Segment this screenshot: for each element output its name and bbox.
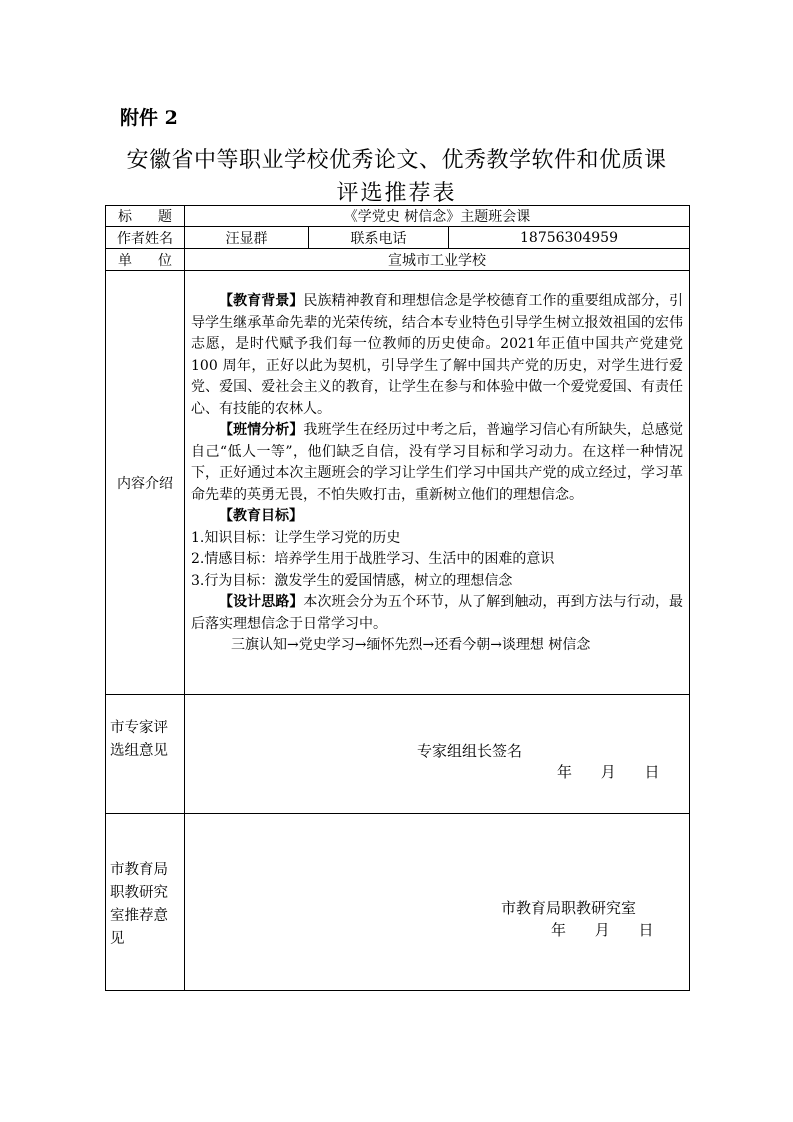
goal-item: 3.行为目标：激发学生的爱国情感，树立的理想信念 [191,572,513,589]
title-label: 标 题 [106,206,185,227]
activity-flow: 三旗认知→党史学习→缅怀先烈→还看今朝→谈理想 树信念 [231,637,591,653]
unit-value: 宣城市工业学校 [185,249,690,271]
form-title-line2: 评选推荐表 [336,181,457,206]
bureau-recommendation-date: 年 月 日 [551,921,654,939]
class-analysis: 【班情分析】我班学生在经历过中考之后，普遍学习信心有所缺失，总感觉自己“低人一等”，他们缺乏自信，没有学习目标和学习动力。在这样一种情况下，正好通过本次主题班会的学习让学生们学习中国共产党的成立经过，学习革命先辈的英勇无畏，不怕失败打击，重新树立他们的理想信念。 [191,422,684,503]
phone-label: 联系电话 [309,227,449,249]
education-background: 【教育背景】民族精神教育和理想信念是学校德育工作的重要组成部分，引导学生继承革命先辈的光荣传统，结合本专业特色引导学生树立报效祖国的宏伟志愿，是时代赋予我们每一位教师的历史使命。2021年正值中国共产党建党 100 周年，正好以此为契机，引导学生了解中国共产党的历史，对学生进行爱党、爱国、爱社会主义的教育，让学生在参与和体验中做一个爱党爱国、有责任心、有技能的农林人。 [191,293,684,417]
city-opinion-date: 年 月 日 [557,763,660,781]
education-goals-heading: 【教育目标】 [219,508,303,524]
city-expert-opinion-area [185,695,690,814]
bureau-office-signature: 市教育局职教研究室 [501,899,637,917]
form-title-line1: 安徽省中等职业学校优秀论文、优秀教学软件和优质课 [126,148,667,173]
author-value: 汪显群 [185,227,309,249]
title-value: 《学党史 树信念》主题班会课 [185,206,690,227]
author-label: 作者姓名 [106,227,185,249]
content-label: 内容介绍 [106,271,185,695]
expert-leader-signature-label: 专家组组长签名 [417,742,523,760]
attachment-number: 附件 2 [120,107,178,129]
city-expert-opinion-label: 市专家评选组意见 [106,695,185,814]
goal-item: 1.知识目标：让学生学习党的历史 [191,529,401,546]
goal-item: 2.情感目标：培养学生用于战胜学习、生活中的困难的意识 [191,551,555,567]
phone-value: 18756304959 [449,227,690,249]
bureau-recommendation-label: 市教育局职教研究室推荐意见 [106,814,185,991]
content-introduction [185,271,690,695]
bureau-recommendation-area [185,814,690,991]
design-idea: 【设计思路】本次班会分为五个环节，从了解到触动，再到方法与行动，最后落实理想信念于日常学习中。 [191,594,684,632]
unit-label: 单 位 [106,249,185,271]
recommendation-form [105,205,690,991]
